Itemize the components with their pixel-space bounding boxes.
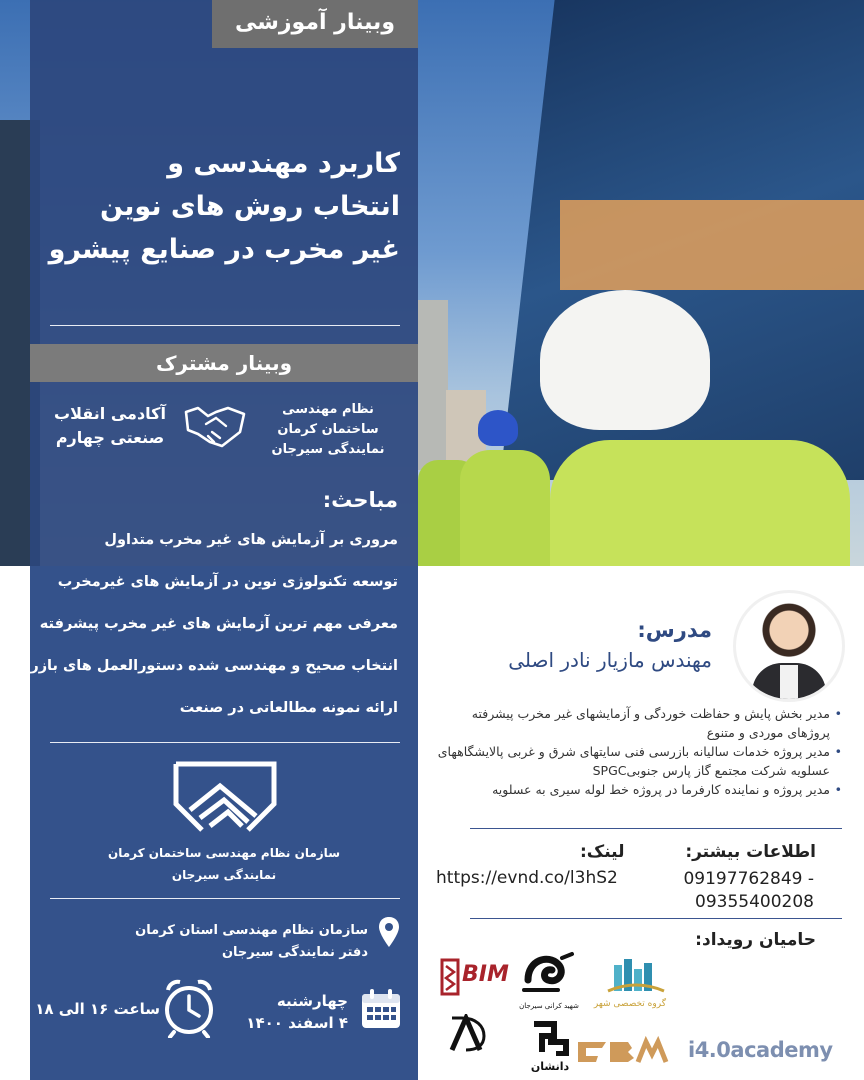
webinar-tag: وبینار آموزشی	[212, 0, 418, 48]
organizer-line: سازمان نظام مهندسی ساختمان کرمان	[108, 846, 340, 860]
organizer-name	[50, 842, 398, 886]
partner-line: نظام مهندسی	[282, 402, 374, 417]
joint-webinar-band: وبینار مشترک	[30, 344, 418, 382]
info-panel	[1, 0, 418, 1080]
topic-item: انتخاب صحیح و مهندسی شده دستورالعمل های بازرسی	[1, 658, 398, 674]
phone-numbers	[683, 868, 814, 914]
partner-line: نمایندگی سیرجان	[271, 442, 385, 457]
phone-number[interactable]: 09355400208	[695, 892, 814, 912]
sponsor-daneshan-logo: دانشان	[528, 1020, 572, 1072]
worker-vest	[460, 450, 550, 566]
engineering-org-logo	[170, 760, 280, 840]
instructor-name: مهندس مازیار نادر اصلی	[508, 648, 712, 672]
title-line: انتخاب روش های نوین	[99, 191, 400, 222]
alarm-clock-icon	[162, 976, 216, 1038]
instructor-bio	[432, 704, 842, 799]
address-line: دفتر نمایندگی سیرجان	[221, 945, 368, 960]
partner-line: صنعتی چهارم	[55, 428, 165, 447]
sponsor-i40-academy-logo: i4.0academy	[688, 1038, 833, 1062]
photo-shirt	[780, 665, 798, 702]
instructor-photo	[733, 590, 845, 702]
worker-vest	[550, 440, 850, 566]
divider	[470, 828, 842, 829]
divider	[50, 742, 400, 743]
daneshan-mark-icon	[528, 1020, 572, 1056]
topic-item: ارائه نمونه مطالعاتی در صنعت	[179, 700, 398, 716]
distant-tower	[418, 300, 448, 470]
topic-item: مروری بر آزمایش های غیر مخرب متداول	[104, 532, 398, 548]
sponsor-kerani-logo: شهید کرانی سیرجان	[518, 950, 580, 1016]
date-line: ۴ اسفند ۱۴۰۰	[246, 1014, 348, 1032]
sponsor-da-logo	[446, 1014, 492, 1064]
bio-item: • مدیر بخش پایش و حفاظت خوردگی و آزمایشهای غیر مخرب پیشرفته پروژهای موردی و متنوع	[432, 704, 842, 742]
bio-item: • مدیر پروژه خدمات سالیانه بازرسی فنی سایتهای شرق و غربی پالایشگاههای عسلویه شرکت مجتمع گاز پارس جنوبیSPGC	[432, 742, 842, 780]
worker-helmet-white	[540, 290, 710, 430]
da-mark-icon	[446, 1014, 492, 1054]
sponsor-city-group-logo: گروه تخصصی شهر	[606, 955, 666, 1017]
topic-item: معرفی مهم ترین آزمایش های غیر مخرب پیشرفته	[39, 616, 398, 632]
title-line: غیر مخرب در صنایع پیشرو	[48, 234, 400, 265]
title-line: کاربرد مهندسی و	[167, 148, 400, 179]
instructor-label: مدرس:	[637, 618, 712, 642]
sponsor-gbm-logo	[576, 1034, 676, 1070]
partner-i40-academy	[50, 402, 170, 450]
worker-helmet-blue	[478, 410, 518, 446]
event-date	[208, 990, 348, 1034]
sponsor-bim-logo: BIM	[440, 958, 502, 1006]
partner-line: آکادمی انقلاب	[54, 404, 166, 423]
event-time: ساعت ۱۶ الی ۱۸	[35, 1000, 160, 1018]
divider	[470, 918, 842, 919]
divider	[50, 898, 400, 899]
city-skyline-icon	[606, 955, 666, 995]
topics-heading: مباحث:	[322, 488, 398, 512]
organizer-line: نمایندگی سیرجان	[171, 868, 277, 882]
bio-item: • مدیر پروژه و نماینده کارفرما در پروژه خط لوله سیری به عسلویه	[432, 780, 842, 799]
registration-link[interactable]: https://evnd.co/l3hS2	[436, 868, 618, 888]
calendar-icon	[360, 988, 402, 1030]
address-line: سازمان نظام مهندسی استان کرمان	[135, 923, 368, 938]
more-info-label: اطلاعات بیشتر:	[685, 842, 816, 862]
partners	[30, 392, 418, 472]
venue-address	[128, 920, 368, 964]
divider	[50, 325, 400, 326]
scaffold-floor	[560, 200, 864, 290]
phone-number[interactable]: 09197762849 -	[683, 869, 814, 889]
partner-engineering-org	[268, 400, 388, 460]
sponsors-label: حامیان رویداد:	[695, 930, 816, 950]
partner-line: ساختمان کرمان	[277, 422, 379, 437]
topics-list	[1, 532, 398, 742]
gbm-mark-icon	[576, 1034, 676, 1070]
handshake-icon	[182, 402, 248, 452]
topic-item: توسعه تکنولوژی نوین در آزمایش های غیرمخرب	[57, 574, 398, 590]
webinar-title	[40, 142, 400, 271]
link-label: لینک:	[580, 842, 625, 862]
calligraphy-mark-icon	[518, 950, 580, 998]
date-line: چهارشنبه	[276, 992, 348, 1010]
location-pin-icon	[378, 916, 400, 948]
